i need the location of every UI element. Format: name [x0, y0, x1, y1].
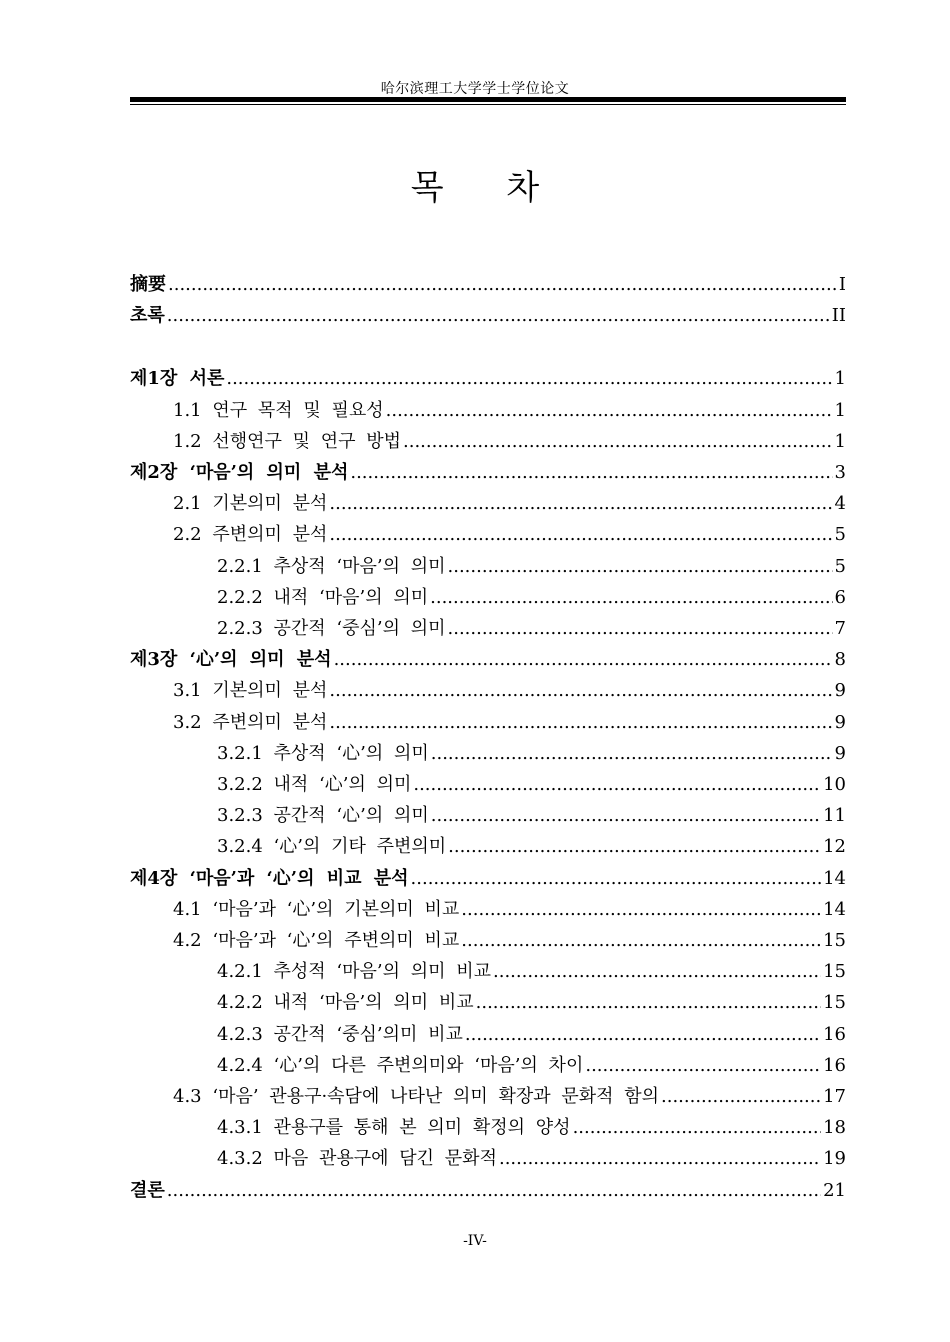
- toc-entry-page: I: [838, 274, 846, 295]
- toc-entry-page: 6: [834, 586, 846, 608]
- page-number: -IV-: [463, 1233, 487, 1249]
- toc-leader-dots: [226, 368, 832, 389]
- toc-entry-page: 21: [823, 1179, 846, 1201]
- toc-entry-label: 4.1 ‘마음’과 ‘心’의 기본의미 비교: [173, 898, 460, 920]
- toc-leader-dots: [329, 680, 832, 701]
- toc-entry-label: 2.2.3 공간적 ‘중심’의 의미: [217, 618, 446, 639]
- toc-leader-dots: [167, 305, 830, 326]
- toc-leader-dots: [403, 431, 833, 452]
- toc-leader-dots: [329, 524, 832, 545]
- toc-entry[interactable]: [130, 1020, 846, 1046]
- toc-entry[interactable]: [130, 926, 846, 952]
- toc-entry[interactable]: [130, 770, 846, 796]
- toc-leader-dots: [461, 930, 821, 951]
- toc-entry-page: 14: [823, 898, 846, 920]
- toc-entry[interactable]: [130, 1176, 846, 1202]
- toc-entry-page: 5: [834, 524, 846, 546]
- toc-entry-page: 9: [834, 742, 846, 764]
- toc-entry[interactable]: [130, 988, 846, 1014]
- toc-entry-label: 초록: [130, 305, 165, 327]
- toc-entry-page: 1: [834, 368, 846, 390]
- toc-entry-label: 3.2.4 ‘心’의 기타 주변의미: [217, 836, 447, 858]
- toc-entry-label: 2.2 주변의미 분석: [173, 524, 328, 546]
- toc-entry[interactable]: [130, 957, 846, 983]
- toc-leader-dots: [168, 274, 837, 295]
- toc-entry-label: 3.1 기본의미 분석: [173, 680, 328, 702]
- toc-leader-dots: [329, 712, 832, 733]
- toc-entry-label: 3.2.2 내적 ‘心’의 의미: [217, 774, 412, 795]
- toc-entry[interactable]: [130, 583, 846, 609]
- toc-entry-page: II: [831, 305, 846, 327]
- toc-entry-page: 3: [834, 462, 846, 483]
- toc-entry-page: 5: [834, 555, 846, 577]
- toc-entry[interactable]: [130, 1144, 846, 1170]
- toc-leader-dots: [430, 587, 832, 608]
- toc-entry[interactable]: [130, 427, 846, 453]
- toc-entry-label: 4.3.2 마음 관용구에 담긴 문화적: [217, 1148, 497, 1170]
- toc-entry[interactable]: [130, 1051, 846, 1077]
- toc-title: 목 차: [410, 168, 566, 208]
- toc-leader-dots: [411, 868, 822, 889]
- toc-entry[interactable]: [130, 458, 846, 484]
- toc-entry[interactable]: [130, 614, 846, 640]
- toc-leader-dots: [167, 1180, 821, 1201]
- toc-leader-dots: [448, 836, 821, 857]
- toc-entry-label: 제4장 ‘마음’과 ‘心’의 비교 분석: [130, 867, 409, 889]
- toc-entry-label: 2.1 기본의미 분석: [173, 493, 328, 515]
- toc-entry-page: 15: [823, 930, 846, 951]
- toc-leader-dots: [350, 462, 832, 483]
- toc-leader-dots: [431, 743, 833, 764]
- toc-leader-dots: [431, 805, 821, 826]
- toc-entry[interactable]: [130, 832, 846, 858]
- toc-entry[interactable]: [130, 645, 846, 671]
- toc-entry[interactable]: [130, 301, 846, 327]
- toc-entry-page: 19: [823, 1148, 846, 1170]
- toc-leader-dots: [329, 493, 832, 514]
- toc-leader-dots: [493, 961, 821, 982]
- header-rule-thick: [130, 97, 846, 102]
- toc-entry[interactable]: [130, 864, 846, 890]
- toc-entry-label: 4.3 ‘마음’ 관용구·속담에 나타난 의미 확장과 문화적 함의: [173, 1086, 659, 1107]
- toc-entry-page: 4: [834, 493, 846, 515]
- toc-entry[interactable]: [130, 489, 846, 515]
- toc-leader-dots: [585, 1055, 821, 1076]
- toc-entry-page: 1: [834, 430, 846, 452]
- toc-entry-label: 4.3.1 관용구를 통해 본 의미 확정의 양성: [217, 1117, 571, 1139]
- toc-entry-label: 3.2 주변의미 분석: [173, 711, 328, 733]
- toc-entry[interactable]: [130, 270, 846, 296]
- toc-leader-dots: [476, 992, 821, 1013]
- toc-entry-label: 4.2.2 내적 ‘마음’의 의미 비교: [217, 992, 474, 1014]
- toc-entry-page: 14: [823, 867, 846, 889]
- toc-entry-label: 4.2.3 공간적 ‘중심’의미 비교: [217, 1023, 463, 1045]
- toc-entry[interactable]: [130, 552, 846, 578]
- toc-entry[interactable]: [130, 676, 846, 702]
- toc-entry-label: 3.2.1 추상적 ‘心’의 의미: [217, 742, 429, 764]
- toc-leader-dots: [448, 556, 833, 577]
- toc-entry-label: 4.2 ‘마음’과 ‘心’의 주변의미 비교: [173, 930, 460, 951]
- toc-entry-page: 12: [823, 836, 846, 858]
- toc-entry[interactable]: [130, 1113, 846, 1139]
- toc-entry-label: 제2장 ‘마음’의 의미 분석: [130, 462, 349, 483]
- toc-entry-label: 4.2.4 ‘心’의 다른 주변의미와 ‘마음’의 차이: [217, 1054, 584, 1076]
- toc-entry-label: 摘要: [130, 274, 166, 295]
- toc-entry-page: 11: [823, 805, 846, 827]
- toc-entry-page: 17: [823, 1086, 846, 1107]
- toc-leader-dots: [661, 1086, 821, 1107]
- page-header: 哈尔滨理工大学学士学位论文: [380, 81, 570, 97]
- toc-entry[interactable]: [130, 895, 846, 921]
- header-rule-thin: [130, 104, 846, 105]
- toc-entry-page: 16: [823, 1054, 846, 1076]
- toc-entry-page: 9: [834, 680, 846, 702]
- toc-entry[interactable]: [130, 708, 846, 734]
- toc-entry-label: 제1장 서론: [130, 368, 225, 390]
- toc-entry[interactable]: [130, 1082, 846, 1108]
- toc-leader-dots: [448, 618, 833, 639]
- toc-entry-page: 15: [823, 992, 846, 1014]
- toc-leader-dots: [573, 1117, 822, 1138]
- toc-leader-dots: [499, 1148, 821, 1169]
- toc-entry-label: 2.2.1 추상적 ‘마음’의 의미: [217, 555, 446, 577]
- toc-entry-page: 10: [823, 774, 846, 795]
- toc-entry-label: 1.1 연구 목적 및 필요성: [173, 399, 384, 421]
- toc-entry-label: 결론: [130, 1179, 165, 1201]
- toc-entry-page: 18: [823, 1117, 846, 1139]
- toc-entry-page: 9: [834, 711, 846, 733]
- toc-entry[interactable]: [130, 739, 846, 765]
- toc-entry-label: 4.2.1 추성적 ‘마음’의 의미 비교: [217, 961, 492, 983]
- toc-entry-label: 2.2.2 내적 ‘마음’의 의미: [217, 586, 429, 608]
- toc-entry[interactable]: [130, 396, 846, 422]
- toc-leader-dots: [386, 400, 833, 421]
- toc-entry-page: 7: [834, 618, 846, 639]
- toc-leader-dots: [461, 899, 821, 920]
- toc-entry[interactable]: [130, 801, 846, 827]
- toc-entry-label: 3.2.3 공간적 ‘心’의 의미: [217, 805, 429, 827]
- toc-entry-page: 15: [823, 961, 846, 983]
- toc-entry[interactable]: [130, 364, 846, 390]
- toc-entry-page: 8: [834, 649, 846, 671]
- toc-leader-dots: [334, 649, 833, 670]
- toc-entry-label: 1.2 선행연구 및 연구 방법: [173, 430, 402, 452]
- toc-entry-page: 1: [834, 399, 846, 421]
- toc-entry-label: 제3장 ‘心’의 의미 분석: [130, 649, 332, 671]
- toc-leader-dots: [465, 1024, 821, 1045]
- toc-leader-dots: [413, 774, 821, 795]
- toc-entry-page: 16: [823, 1023, 846, 1045]
- toc-entry[interactable]: [130, 520, 846, 546]
